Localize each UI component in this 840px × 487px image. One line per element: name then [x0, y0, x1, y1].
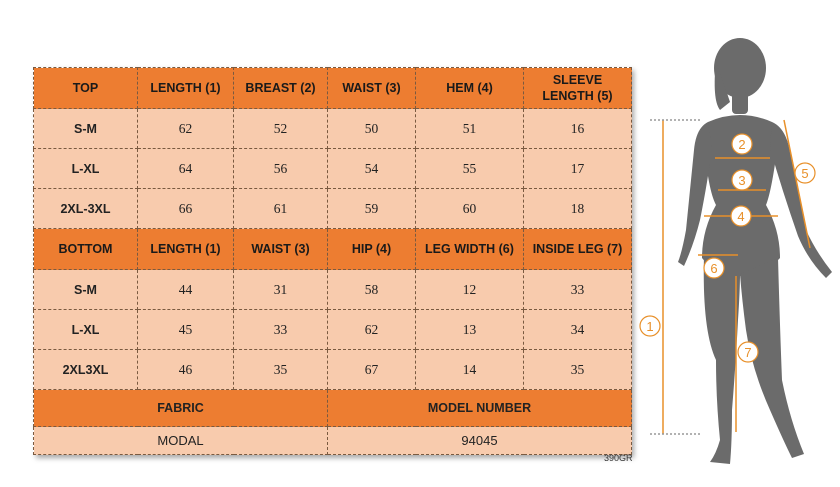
table-cell: 64 — [138, 149, 234, 189]
top-header-cell: WAIST (3) — [328, 68, 416, 109]
table-row — [34, 109, 632, 149]
table-cell: 55 — [416, 149, 524, 189]
marker-5: 5 — [801, 166, 809, 181]
table-cell: 66 — [138, 189, 234, 229]
top-header-row — [34, 68, 632, 109]
size-label: L-XL — [34, 310, 138, 350]
table-cell: 33 — [234, 310, 328, 350]
top-header-cell: BREAST (2) — [234, 68, 328, 109]
table-cell: 61 — [234, 189, 328, 229]
table-cell: 60 — [416, 189, 524, 229]
table-cell: 54 — [328, 149, 416, 189]
marker-2: 2 — [738, 137, 746, 152]
model-number-label: MODEL NUMBER — [328, 390, 632, 427]
footer-value-row — [34, 427, 632, 455]
table-cell: 58 — [328, 270, 416, 310]
table-cell: 50 — [328, 109, 416, 149]
table-cell: 51 — [416, 109, 524, 149]
table-cell: 59 — [328, 189, 416, 229]
table-cell: 12 — [416, 270, 524, 310]
table-cell: 16 — [524, 109, 632, 149]
bottom-header-cell: LENGTH (1) — [138, 229, 234, 270]
size-table — [33, 67, 632, 455]
table-row — [34, 149, 632, 189]
table-cell: 14 — [416, 350, 524, 390]
table-cell: 18 — [524, 189, 632, 229]
bottom-header-cell: HIP (4) — [328, 229, 416, 270]
table-cell: 35 — [234, 350, 328, 390]
table-cell: 44 — [138, 270, 234, 310]
table-row — [34, 270, 632, 310]
table-cell: 67 — [328, 350, 416, 390]
bottom-header-cell: INSIDE LEG (7) — [524, 229, 632, 270]
size-label: S-M — [34, 109, 138, 149]
bottom-header-cell: BOTTOM — [34, 229, 138, 270]
body-measurement-figure — [620, 30, 840, 480]
table-cell: 56 — [234, 149, 328, 189]
table-row — [34, 310, 632, 350]
body-silhouette — [678, 38, 832, 464]
top-header-cell: LENGTH (1) — [138, 68, 234, 109]
top-header-cell: TOP — [34, 68, 138, 109]
table-row — [34, 350, 632, 390]
size-chart — [33, 67, 631, 455]
marker-6: 6 — [710, 261, 718, 276]
bottom-header-cell: WAIST (3) — [234, 229, 328, 270]
table-cell: 17 — [524, 149, 632, 189]
table-cell: 13 — [416, 310, 524, 350]
table-cell: 46 — [138, 350, 234, 390]
size-label: 2XL-3XL — [34, 189, 138, 229]
footer-header-row — [34, 390, 632, 427]
fabric-value: MODAL — [34, 427, 328, 455]
marker-4: 4 — [737, 209, 745, 224]
marker-7: 7 — [744, 345, 752, 360]
table-cell: 45 — [138, 310, 234, 350]
table-cell: 33 — [524, 270, 632, 310]
bottom-header-row — [34, 229, 632, 270]
size-label: 2XL3XL — [34, 350, 138, 390]
model-number-value: 94045 — [328, 427, 632, 455]
top-header-cell: HEM (4) — [416, 68, 524, 109]
size-label: S-M — [34, 270, 138, 310]
size-label: L-XL — [34, 149, 138, 189]
marker-3: 3 — [738, 173, 746, 188]
table-cell: 35 — [524, 350, 632, 390]
table-cell: 31 — [234, 270, 328, 310]
fabric-label: FABRIC — [34, 390, 328, 427]
table-row — [34, 189, 632, 229]
table-cell: 62 — [138, 109, 234, 149]
marker-1: 1 — [646, 319, 654, 334]
product-code: 390GR — [604, 453, 633, 463]
table-cell: 34 — [524, 310, 632, 350]
table-cell: 52 — [234, 109, 328, 149]
top-header-cell: SLEEVE LENGTH (5) — [524, 68, 632, 109]
bottom-header-cell: LEG WIDTH (6) — [416, 229, 524, 270]
table-cell: 62 — [328, 310, 416, 350]
